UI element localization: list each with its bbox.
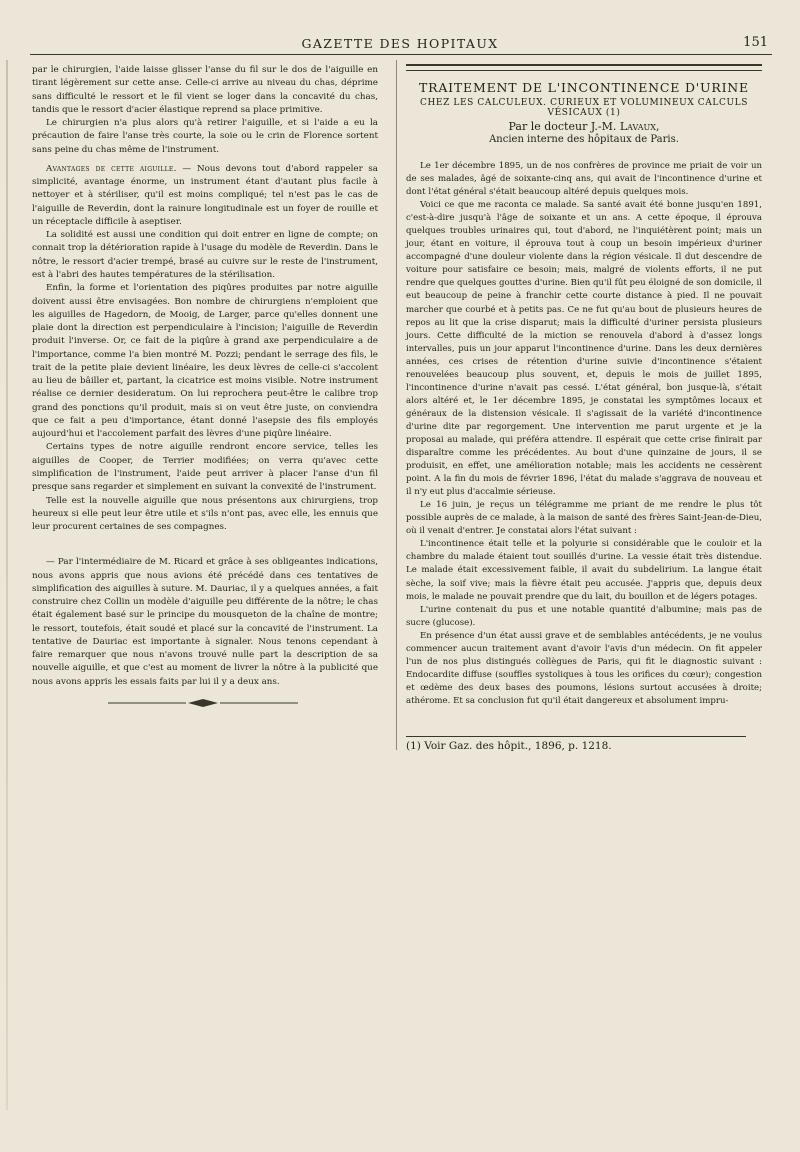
- article-author: [406, 120, 762, 133]
- paragraph: Enfin, la forme et l'orientation des piqûres produites par notre aiguille doivent aussi être envisagées. Bon nombre de chirurgiens n'emploient que les aiguilles de Hagedorn, de Mooig, de Larger, parce qu'elles donnent une plaie dont la direction est perpendiculaire à l'incision; l'aiguille de Reverdin produit l'inverse. Or, ce fait de la piqûre à grand axe perpendiculaire a de l'importance, comme l'a bien montré M. Pozzi; pendant le serrage des fils, le trait de la petite plaie devient linéaire, les deux lèvres de celle-ci s'accolent au lieu de bâiller et, partant, la cicatrice est moins visible. Notre instrument réalise ce dernier desideratum. On lui reprochera peut-être le calibre trop grand des ponctions qu'il produit, mais si on veut être juste, on conviendra que ce fait a peu d'importance, étant donné l'asepsie des fils employés aujourd'hui et l'accolement parfait des lèvres d'une piqûre linéaire.: [32, 283, 378, 440]
- left-column: [32, 64, 378, 689]
- author-prefix: Par le docteur J.-M.: [508, 120, 617, 133]
- author-role: Ancien interne des hôpitaux de Paris.: [489, 134, 679, 145]
- page-number: 151: [743, 35, 768, 50]
- paragraph: Voici ce que me raconta ce malade. Sa santé avait été bonne jusqu'en 1891, c'est-à-dire jusqu'à l'âge de soixante et un ans. A cette époque, il éprouva quelques troubles urinaires qui, tout d'abord, ne l'inquiétèrent point; mais un jour, étant en voiture, il éprouva tout à coup un besoin impérieux d'uriner accompagné d'une douleur violente dans la région vésicale. Il dut descendre de voiture pour satisfaire ce besoin; mais, malgré de violents efforts, il ne put rendre que quelques gouttes d'urine. Bien qu'il fût peu éloigné de son domicile, il eut beaucoup de peine à franchir cette courte distance à pied. Il ne pouvait marcher que courbé et à petits pas. Ce ne fut qu'au bout de plusieurs heures de repos au lit que la crise disparut; mais la difficulté d'uriner persista plusieurs jours. Cette difficulté de la miction se renouvela d'abord à d'assez longs intervalles, puis un jour apparut l'incontinence d'urine. Dans les deux dernières années, ces crises de rétention d'urine suivie d'incontinence s'étaient renouvelées beaucoup plus souvent, et, depuis le mois de juillet 1895, l'incontinence d'urine n'avait pas cessé. L'état général, bon jusque-là, s'était alors altéré et, le 1er décembre 1895, je constatai les symptômes locaux et généraux de la distension vésicale. Il s'agissait de la variété d'incontinence d'urine dite par regorgement. Une intervention me parut urgente et je la proposai au malade, qui préféra attendre. Il espérait que cette crise finirait par disparaître comme les précédentes. Au bout d'une quinzaine de jours, il se produisit, en effet, une amélioration notable; mais les accidents ne cessèrent point. A la fin du mois de février 1896, l'état du malade s'aggrava de nouveau et il n'y eut plus d'accalmie sérieuse.: [406, 200, 762, 498]
- paragraph: Telle est la nouvelle aiguille que nous présentons aux chirurgiens, trop heureux si elle peut leur être utile et s'ils n'ont pas, avec elle, les ennuis que leur procurent certaines de ses compagnes.: [32, 495, 378, 533]
- paragraph-advantages: [32, 163, 378, 229]
- end-ornament: [108, 696, 298, 710]
- paragraph: L'incontinence était telle et la polyurie si considérable que le couloir et la chambre du malade étaient tout souillés d'urine. La vessie était très distendue. Le malade était excessivement faible, il avait du subdelirium. La langue était sèche, la soif vive; mais la fièvre était peu accusée. J'appris que, depuis deux mois, le malade ne pouvait prendre que du lait, du bouillon et de légers potages.: [406, 539, 762, 602]
- page-header: [30, 34, 770, 52]
- article-title: TRAITEMENT DE L'INCONTINENCE D'URINE: [419, 80, 749, 95]
- running-title: GAZETTE DES HOPITAUX: [301, 36, 499, 51]
- article-subtitle: CHEZ LES CALCULEUX. CURIEUX ET VOLUMINEUX CALCULS VÉSICAUX (1): [420, 98, 748, 118]
- paragraph: Certains types de notre aiguille rendront encore service, telles les aiguilles de Cooper, de Terrier modifiées; on verra qu'avec cette simplification de l'instrument, l'aide peut arriver à placer l'anse d'un fil presque sans regarder et simplement en suivant la convexité de l'instrument.: [32, 442, 378, 493]
- paragraph: L'urine contenait du pus et une notable quantité d'albumine; mais pas de sucre (glucose).: [406, 604, 762, 628]
- article-top-rule: [406, 64, 762, 71]
- column-divider: [396, 60, 397, 750]
- paragraph: Le 1er décembre 1895, un de nos confrères de province me priait de voir un de ses malades, âgé de soixante-cinq ans, qui avait de l'incontinence d'urine et dont l'état général s'était beaucoup altéré depuis quelques mois.: [406, 161, 762, 198]
- footnote-rule: [406, 736, 746, 737]
- paragraph: La solidité est aussi une condition qui doit entrer en ligne de compte; on connait trop la détérioration rapide à l'usage du modèle de Reverdin. Dans le nôtre, le ressort d'acier trempé, brasé au cuivre sur le reste de l'instrument, est à l'abri des hautes températures de la stérilisation.: [32, 230, 378, 280]
- paragraph: En présence d'un état aussi grave et de semblables antécédents, je ne voulus commencer aucun traitement avant d'avoir l'avis d'un médecin. On fit appeler l'un de nos plus distingués collègues de Paris, qui fit le diagnostic suivant : Endocardite diffuse (souffles systoliques à tous les orifices du cœur); congestion et œdème des deux bases des poumons, lésions surtout accusées à droite; athérome. Et sa conclusion fut qu'il était dangereux et absolument impru-: [406, 630, 762, 706]
- paragraph-text: Nous devons tout d'abord rappeler sa simplicité, avantage énorme, un instrument étant d'autant plus facile à nettoyer et à stériliser, qu'il est moins compliqué; tel n'est pas le cas de l'aiguille de Reverdin, dont la rainure longitudinale est un foyer de rouille et un réceptacle difficile à aseptiser.: [32, 163, 378, 227]
- footnote: (1) Voir Gaz. des hôpit., 1896, p. 1218.: [406, 740, 612, 752]
- paragraph: Le chirurgien n'a plus alors qu'à retirer l'aiguille, et si l'aide a eu la précaution de faire l'anse très courte, la soie ou le crin de Florence sortent sans peine du chas même de l'instrument.: [32, 118, 378, 155]
- author-name: Lavaux,: [619, 120, 660, 133]
- paragraph: par le chirurgien, l'aide laisse glisser l'anse du fil sur le dos de l'aiguille en tirant légèrement sur cette anse. Celle-ci arrive au niveau du chas, déprime sans difficulté le ressort et le fil vient se loger dans la concavité du chas, tandis que le ressort d'acier élastique reprend sa place primitive.: [32, 65, 378, 115]
- header-rule: [30, 54, 772, 55]
- right-column: [406, 160, 762, 708]
- section-lead: Avantages de cette aiguille. —: [46, 163, 192, 174]
- paragraph: Le 16 juin, je reçus un télégramme me priant de me rendre le plus tôt possible auprès de ce malade, à la maison de santé des frères Saint-Jean-de-Dieu, où il venait d'entrer. Je constatai alors l'état suivant :: [406, 500, 762, 537]
- paragraph: — Par l'intermédiaire de M. Ricard et grâce à ses obligeantes indications, nous avons appris que nous avions été précédé dans ces tentatives de simplification des aiguilles à suture. M. Dauriac, il y a quelques années, a fait construire chez Collin un modèle d'aiguille peu différente de la nôtre; le chas était également basé sur le principe du mousqueton de la chaîne de montre; le ressort, toutefois, était soudé et placé sur la concavité de l'instrument. La tentative de Dauriac est importante à signaler. Nous tenons cependant à faire remarquer que nous n'avons trouvé nulle part la description de sa nouvelle aiguille, et que c'est au moment de livrer la nôtre à la publicité que nous avons appris les essais faits par lui il y a deux ans.: [32, 557, 378, 687]
- page-edge-shading: [6, 60, 8, 1110]
